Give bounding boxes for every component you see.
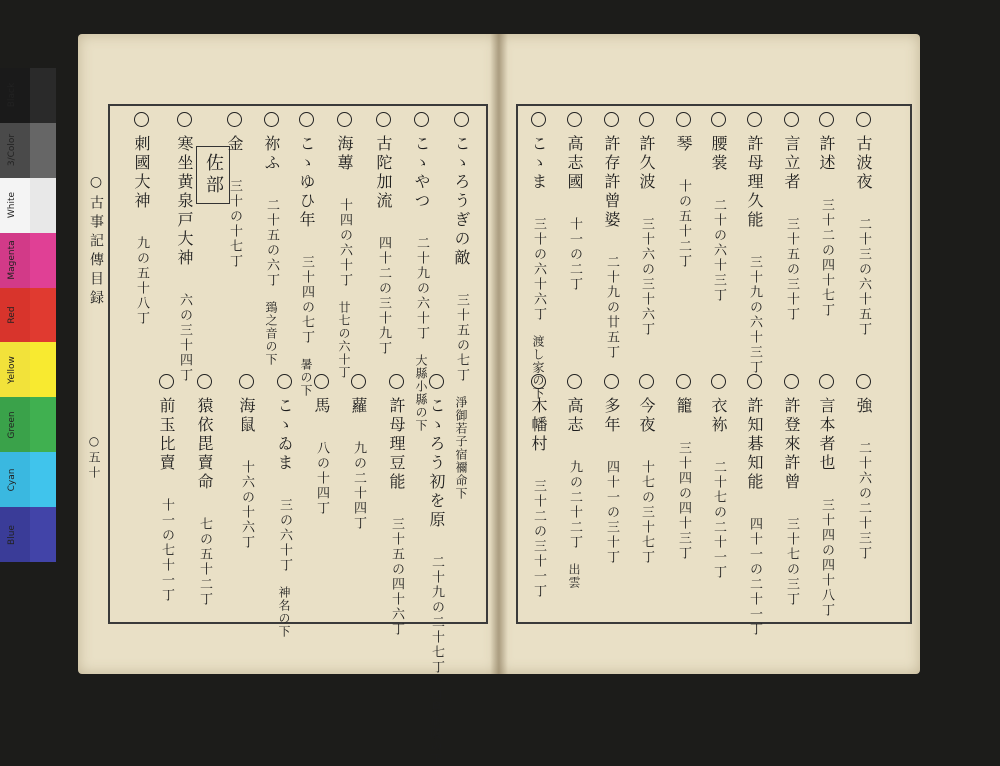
entry-reference: 神名の下 <box>277 573 291 638</box>
entry-heading: 腰裳 <box>709 135 728 173</box>
entry-location: 二十五の六丁 <box>264 183 279 288</box>
entry-location: 十一の七十一丁 <box>159 483 174 603</box>
swatch <box>30 342 56 397</box>
entry-location: 十六の十六丁 <box>239 445 254 550</box>
entry-heading: 琴 <box>674 135 693 154</box>
entry-heading: 高志 <box>565 397 584 435</box>
swatch <box>30 288 56 343</box>
swatch <box>30 507 56 562</box>
entry-location: 十の五十二丁 <box>676 164 691 269</box>
circle-mark-icon <box>711 112 726 127</box>
index-entry <box>530 112 546 400</box>
circle-mark-icon <box>299 112 314 127</box>
index-entry <box>675 112 691 269</box>
index-entry <box>336 112 352 379</box>
book-gutter <box>490 34 508 674</box>
entry-heading: 言本者也 <box>817 397 836 473</box>
entry-reference: 出雲 <box>567 550 581 589</box>
entry-heading: 祢ふ <box>262 135 281 173</box>
index-entry <box>638 112 654 337</box>
entry-location: 二十九の廿五丁 <box>604 240 619 360</box>
circle-mark-icon <box>567 112 582 127</box>
entry-location: 三十四の七丁 <box>299 240 314 345</box>
entry-reference: 白鳥御陵の下 <box>429 675 443 766</box>
index-entry <box>855 374 871 561</box>
circle-mark-icon <box>676 112 691 127</box>
circle-mark-icon <box>747 112 762 127</box>
index-entry <box>746 112 762 375</box>
index-entry <box>818 112 834 318</box>
circle-mark-icon <box>784 374 799 389</box>
entry-location: 三十二の四十七丁 <box>819 183 834 318</box>
circle-mark-icon <box>639 374 654 389</box>
circle-mark-icon <box>134 112 149 127</box>
entry-heading: こゝゆひ年 <box>297 135 316 230</box>
color-patch <box>0 233 56 288</box>
index-entry <box>226 112 242 269</box>
circle-mark-icon <box>784 112 799 127</box>
entry-location: 二十九の二十七丁 <box>429 540 444 675</box>
index-entry <box>453 112 469 500</box>
entry-heading: 猿依毘賣命 <box>195 397 214 492</box>
entry-location: 三十五の三十丁 <box>784 202 799 322</box>
entry-heading: 許久波 <box>637 135 656 192</box>
circle-mark-icon <box>389 374 404 389</box>
entry-location: 四十一の二十一丁 <box>747 502 762 637</box>
circle-mark-icon <box>264 112 279 127</box>
circle-mark-icon <box>604 374 619 389</box>
entry-location: 六の三十四丁 <box>177 278 192 383</box>
index-entry <box>710 112 726 303</box>
entry-heading: 高志國 <box>565 135 584 192</box>
index-entry <box>176 112 192 383</box>
entry-heading: こゝろう初を原 <box>427 397 446 530</box>
circle-mark-icon <box>197 374 212 389</box>
index-entry <box>783 374 799 607</box>
swatch <box>30 397 56 452</box>
entry-heading: 許母理久能 <box>745 135 764 230</box>
entry-location: 九の五十八丁 <box>134 221 149 326</box>
entry-heading: 古陀加流 <box>374 135 393 211</box>
color-patch <box>0 507 56 562</box>
entry-heading: 衣袮 <box>709 397 728 435</box>
index-entry <box>818 374 834 618</box>
index-entry <box>196 374 212 607</box>
swatch <box>30 178 56 233</box>
index-entry <box>710 374 726 580</box>
color-patch-label: Yellow <box>7 356 17 384</box>
swatch <box>30 68 56 123</box>
circle-mark-icon <box>177 112 192 127</box>
index-entry <box>603 374 619 565</box>
color-patch <box>0 123 56 178</box>
entry-location: 九の二十二丁 <box>567 445 582 550</box>
circle-mark-icon <box>337 112 352 127</box>
entry-location: 十四の六十丁 <box>337 183 352 288</box>
circle-mark-icon <box>531 374 546 389</box>
entry-reference: 暑の下 <box>299 345 313 397</box>
entry-heading: 蘿 <box>349 397 368 416</box>
index-entry <box>133 112 149 326</box>
color-patch-label: Red <box>7 306 17 324</box>
entry-location: 四十一の三十丁 <box>604 445 619 565</box>
circle-mark-icon <box>429 374 444 389</box>
entry-heading: こゝやつ <box>412 135 431 211</box>
page-title: ○古事記傳目録 <box>88 174 104 309</box>
entry-location: 十一の二丁 <box>567 202 582 292</box>
entry-heading: 古波夜 <box>854 135 873 192</box>
circle-mark-icon <box>351 374 366 389</box>
entry-location: 二十三の六十五丁 <box>856 202 871 337</box>
index-entry <box>638 374 654 565</box>
entry-heading: 刺國大神 <box>132 135 151 211</box>
circle-mark-icon <box>414 112 429 127</box>
entry-heading: こゝま <box>529 135 548 192</box>
entry-location: 二十七の二十一丁 <box>711 445 726 580</box>
entry-location: 九の二十四丁 <box>351 426 366 531</box>
swatch <box>30 123 56 178</box>
circle-mark-icon <box>856 112 871 127</box>
index-entry <box>388 374 404 637</box>
entry-location: 二十六の二十三丁 <box>856 426 871 561</box>
color-patch-label: Cyan <box>7 468 17 492</box>
entry-heading: 木幡村 <box>529 397 548 454</box>
entry-reference: 鵄之音の下 <box>264 288 278 366</box>
color-patch <box>0 288 56 343</box>
circle-mark-icon <box>531 112 546 127</box>
entry-location: 三十二の三十一丁 <box>531 464 546 599</box>
entry-location: 三十五の四十六丁 <box>389 502 404 637</box>
index-entry <box>375 112 391 356</box>
index-entry <box>746 374 762 637</box>
color-patch-label: Blue <box>7 524 17 545</box>
entry-location: 三十の十七丁 <box>227 164 242 269</box>
circle-mark-icon <box>227 112 242 127</box>
color-patch-label: Magenta <box>7 240 17 280</box>
circle-mark-icon <box>856 374 871 389</box>
section-heading: 佐部 <box>196 146 230 204</box>
index-entry <box>603 112 619 360</box>
entry-heading: 許知碁知能 <box>745 397 764 492</box>
index-entry <box>263 112 279 366</box>
entry-heading: 寒坐黄泉戸大神 <box>175 135 194 268</box>
entry-location: 十七の三十七丁 <box>639 445 654 565</box>
entry-reference: 廿七の六十丁 <box>337 288 351 379</box>
entry-location: 三十九の六十三丁 <box>747 240 762 375</box>
index-entry <box>566 112 582 292</box>
index-entry <box>783 112 799 322</box>
entry-location: 三十五の七丁 <box>454 278 469 383</box>
entry-heading: 前玉比賣 <box>157 397 176 473</box>
entry-heading: 許存許曾婆 <box>602 135 621 230</box>
index-entry <box>276 374 292 638</box>
entry-location: 四十二の三十九丁 <box>376 221 391 356</box>
index-entry <box>413 112 429 432</box>
circle-mark-icon <box>277 374 292 389</box>
entry-heading: こゝゐま <box>275 397 294 473</box>
entry-heading: こゝろうぎの敵 <box>452 135 471 268</box>
entry-location: 二十の六十三丁 <box>711 183 726 303</box>
circle-mark-icon <box>314 374 329 389</box>
entry-heading: 許母理豆能 <box>387 397 406 492</box>
index-entry <box>428 374 444 766</box>
circle-mark-icon <box>819 112 834 127</box>
entry-heading: 強 <box>854 397 873 416</box>
entry-heading: 馬 <box>312 397 331 416</box>
circle-mark-icon <box>747 374 762 389</box>
circle-mark-icon <box>676 374 691 389</box>
page-number: ○五十 <box>87 434 101 481</box>
entry-location: 三十七の三丁 <box>784 502 799 607</box>
circle-mark-icon <box>819 374 834 389</box>
entry-location: 三十六の三十六丁 <box>639 202 654 337</box>
entry-reference: 渡し家の下 <box>531 322 545 400</box>
entry-reference: 淨御若子宿禰命下 <box>454 383 468 500</box>
swatch <box>30 452 56 507</box>
index-entry <box>313 374 329 516</box>
entry-heading: 言立者 <box>782 135 801 192</box>
circle-mark-icon <box>567 374 582 389</box>
circle-mark-icon <box>239 374 254 389</box>
circle-mark-icon <box>159 374 174 389</box>
entry-location: 三十四の四十三丁 <box>676 426 691 561</box>
entry-reference: 大縣小縣の下 <box>414 341 428 432</box>
color-patch <box>0 68 56 123</box>
circle-mark-icon <box>604 112 619 127</box>
color-patch-label: White <box>7 192 17 219</box>
color-patch <box>0 178 56 233</box>
entry-heading: 籠 <box>674 397 693 416</box>
circle-mark-icon <box>454 112 469 127</box>
circle-mark-icon <box>376 112 391 127</box>
index-entry <box>855 112 871 337</box>
index-entry <box>158 374 174 603</box>
entry-location: 七の五十二丁 <box>197 502 212 607</box>
entry-heading: 今夜 <box>637 397 656 435</box>
color-patch-label: Green <box>7 411 17 439</box>
entry-location: 三十の六十六丁 <box>531 202 546 322</box>
color-calibration-bar <box>0 68 56 562</box>
entry-heading: 海鼠 <box>237 397 256 435</box>
entry-location: 三の六十丁 <box>277 483 292 573</box>
entry-location: 三十四の四十八丁 <box>819 483 834 618</box>
entry-heading: 金 <box>225 135 244 154</box>
entry-heading: 許述 <box>817 135 836 173</box>
index-entry <box>675 374 691 561</box>
entry-heading: 多年 <box>602 397 621 435</box>
circle-mark-icon <box>711 374 726 389</box>
index-entry <box>566 374 582 589</box>
color-patch <box>0 452 56 507</box>
entry-location: 二十九の六十丁 <box>414 221 429 341</box>
color-patch <box>0 342 56 397</box>
circle-mark-icon <box>639 112 654 127</box>
entry-heading: 海蓴 <box>335 135 354 173</box>
index-entry <box>530 374 546 599</box>
open-book <box>78 34 920 766</box>
color-patch <box>0 397 56 452</box>
color-patch-label: 3/Color <box>7 134 17 167</box>
entry-location: 八の十四丁 <box>314 426 329 516</box>
color-patch-label: Black <box>7 83 17 108</box>
index-entry <box>350 374 366 531</box>
swatch <box>30 233 56 288</box>
index-entry <box>298 112 314 397</box>
entry-heading: 許登來許曾 <box>782 397 801 492</box>
index-entry <box>238 374 254 550</box>
